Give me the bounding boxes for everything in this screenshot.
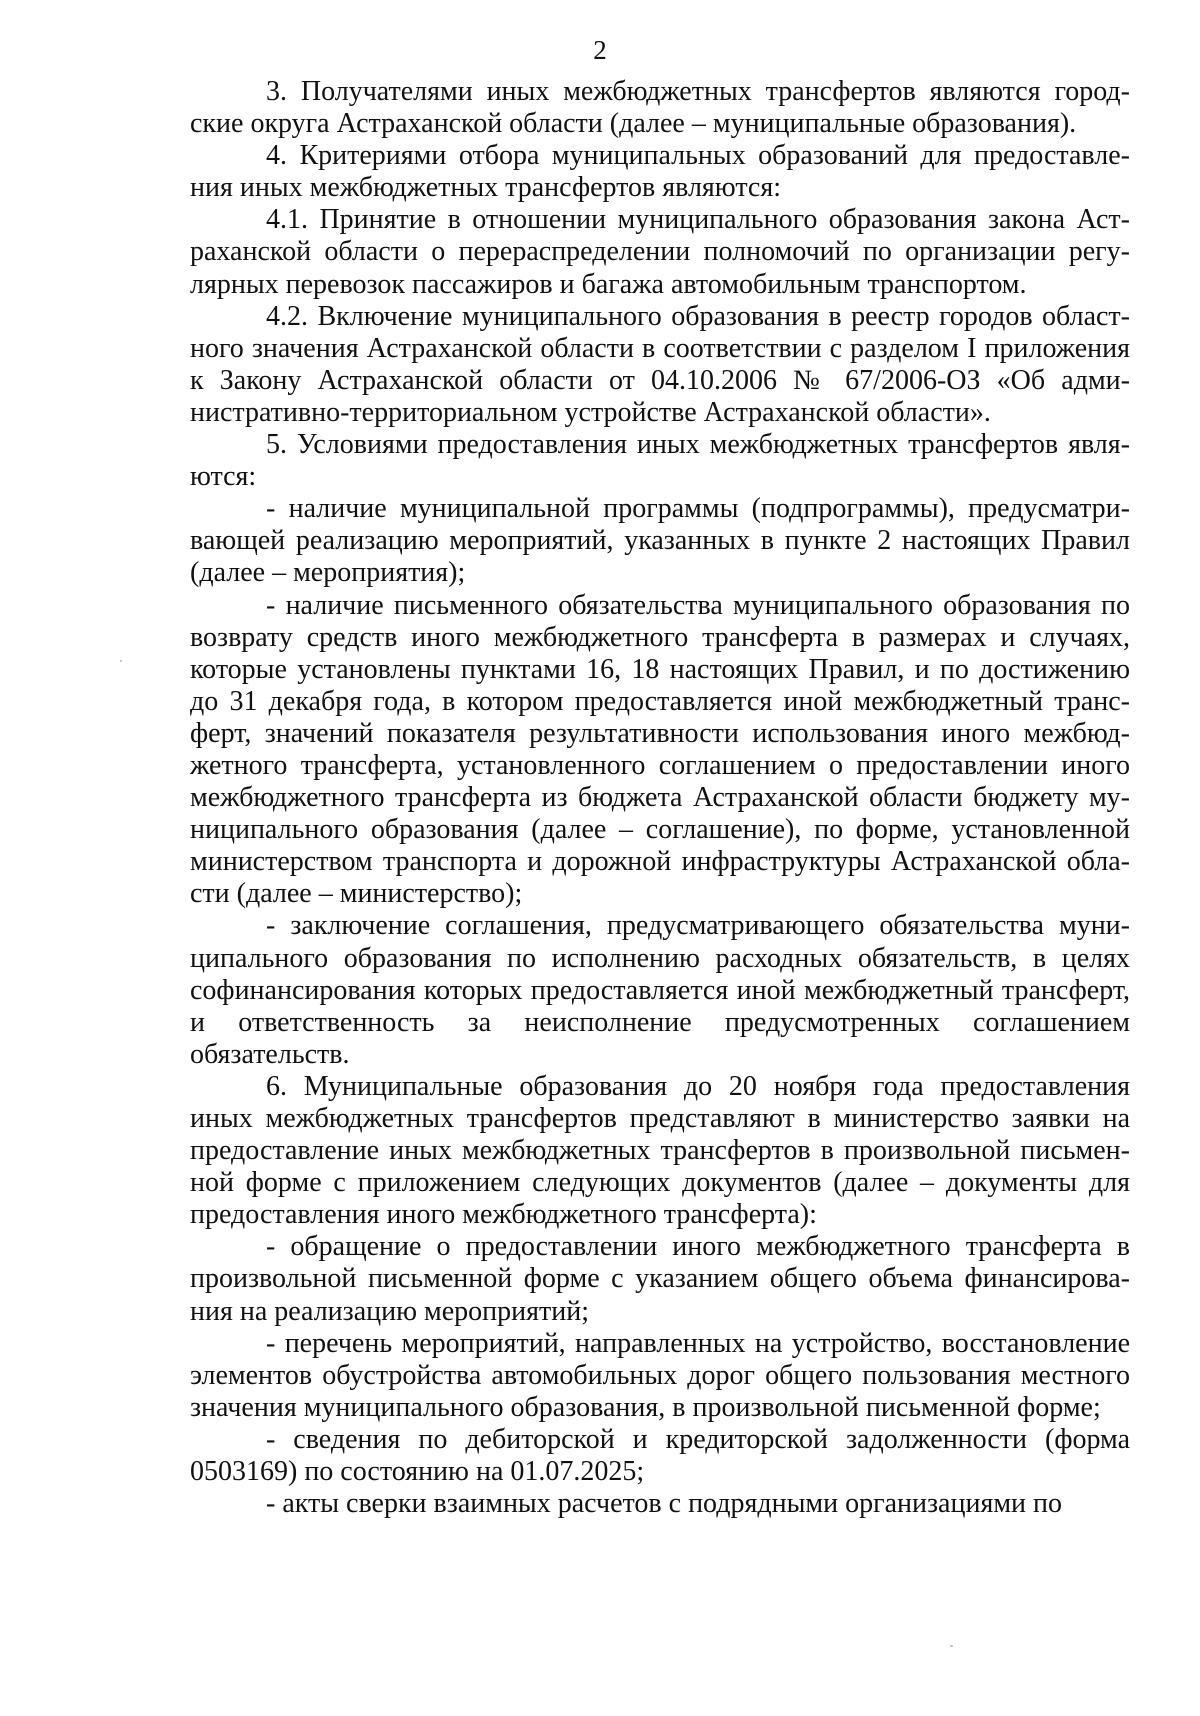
list-item-request: - обращение о предоставлении иного межбюджетного трансферта в произвольной письменной форме с указанием общего объема финансирования на реализацию мероприятий; bbox=[190, 1231, 1130, 1327]
list-item-agreement: - заключение соглашения, предусматривающего обязательства муниципального образования по исполнению расходных обязательств, в целях софинансирования которых предоставляется иной межбюджетный трансферт, и ответственность за неисполнение предусмотренных соглашением обязательств. bbox=[190, 910, 1130, 1070]
scan-speck bbox=[950, 1645, 953, 1647]
paragraph-4-1-law: 4.1. Принятие в отношении муниципального образования закона Астраханской области о перераспределении полномочий по организации регулярных перевозок пассажиров и багажа автомобильным транспортом. bbox=[190, 204, 1130, 300]
paragraph-5-conditions: 5. Условиями предоставления иных межбюджетных трансфертов являются: bbox=[190, 429, 1130, 493]
list-item-debts: - сведения по дебиторской и кредиторской задолженности (форма 0503169) по состоянию на 01.07.2025; bbox=[190, 1423, 1130, 1488]
list-item-program: - наличие муниципальной программы (подпрограммы), предусматривающей реализацию мероприятий, указанных в пункте 2 настоящих Правил (далее – мероприятия); bbox=[190, 493, 1130, 589]
scan-speck bbox=[120, 660, 122, 662]
list-item-obligation: - наличие письменного обязательства муниципального образования по возврату средств иного межбюджетного трансферта в размерах и случаях, которые установлены пунктами 16, 18 настоящих Правил, и по достижению до 31 декабря года, в котором предоставляется иной межбюджетный трансферт, значений показателя результативности использования иного межбюджетного трансферта, установленного соглашением о предоставлении иного межбюджетного трансферта из бюджета Астраханской области бюджету муниципального образования (далее – соглашение), по форме, установленной министерством транспорта и дорожной инфраструктуры Астраханской области (далее – министерство); bbox=[190, 589, 1130, 910]
page-number: 2 bbox=[593, 35, 607, 65]
paragraph-4-2-registry: 4.2. Включение муниципального образования в реестр городов областного значения Астраханской области в соответствии с разделом I приложения к Закону Астраханской области от 04.10.2006 № 67/2006-ОЗ «Об административно-территориальном устройстве Астраханской области». bbox=[190, 300, 1130, 428]
list-item-reconciliation: - акты сверки взаимных расчетов с подрядными организациями по bbox=[266, 1488, 1063, 1520]
paragraph-6-applications: 6. Муниципальные образования до 20 ноября года предоставления иных межбюджетных трансфертов представляют в министерство заявки на предоставление иных межбюджетных трансфертов в произвольной письменной форме с приложением следующих документов (далее – документы для предоставления иного межбюджетного трансферта): bbox=[190, 1070, 1130, 1231]
list-item-measures: - перечень мероприятий, направленных на устройство, восстановление элементов обустройства автомобильных дорог общего пользования местного значения муниципального образования, в произвольной письменной форме; bbox=[190, 1327, 1130, 1423]
paragraph-3-recipients: 3. Получателями иных межбюджетных трансфертов являются городские округа Астраханской области (далее – муниципальные образования). bbox=[190, 76, 1130, 140]
paragraph-4-criteria: 4. Критериями отбора муниципальных образований для предоставления иных межбюджетных трансфертов являются: bbox=[190, 140, 1130, 204]
document-body bbox=[190, 76, 1130, 1520]
